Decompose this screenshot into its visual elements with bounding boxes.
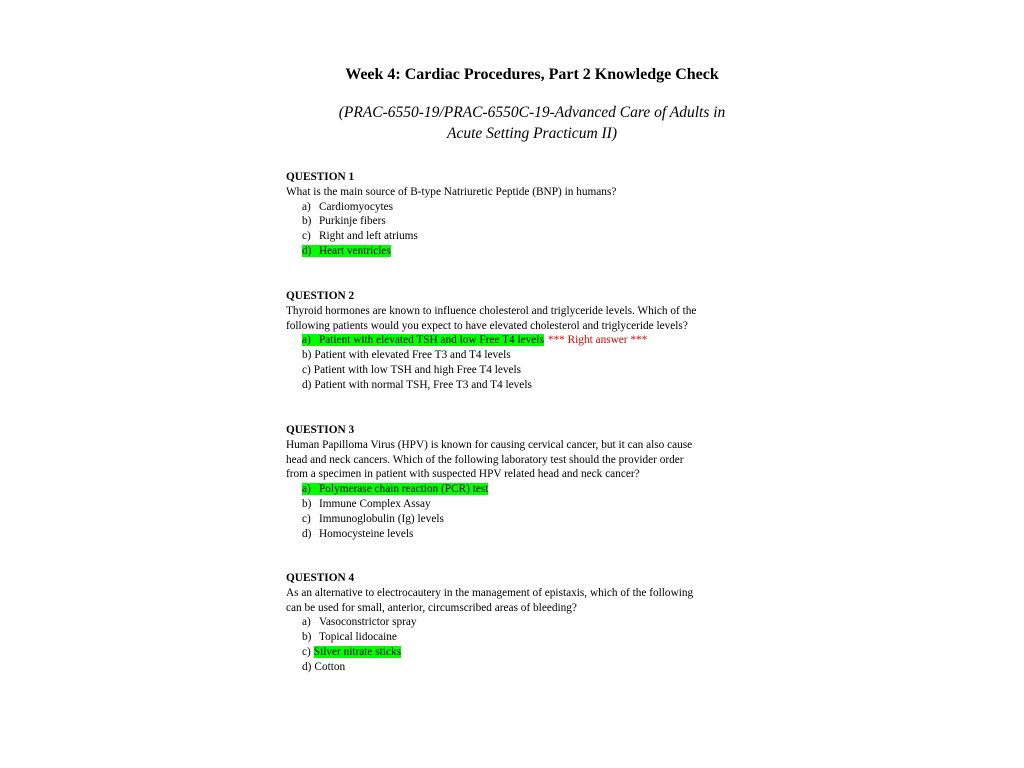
option-text: Cardiomyocytes [319, 200, 394, 213]
answer-option-d-correct [286, 244, 736, 259]
option-label: a) [302, 616, 311, 629]
option-label: b) [302, 215, 312, 228]
question-4 [286, 571, 736, 675]
option-label: c) [302, 230, 311, 243]
correct-answer-highlight [302, 483, 488, 495]
option-text: Topical lidocaine [319, 631, 397, 644]
answer-options [286, 482, 736, 541]
question-heading: QUESTION 1 [286, 171, 355, 183]
question-text [286, 586, 736, 616]
question-heading: QUESTION 3 [286, 424, 355, 436]
option-label: a) [302, 200, 311, 213]
answer-option-b [286, 214, 736, 229]
answer-option-b [286, 497, 736, 512]
document-subtitle [0, 102, 1024, 144]
question-heading: QUESTION 2 [286, 290, 355, 302]
option-label: a) [302, 334, 311, 347]
question-text-line-1: As an alternative to electrocautery in the management of epistaxis, which of the following [286, 586, 694, 599]
answer-option-a [286, 200, 736, 215]
answer-options [286, 200, 736, 259]
answer-option-a-correct [286, 333, 736, 348]
option-label: b) [302, 349, 312, 362]
option-text: Vasoconstrictor spray [319, 616, 417, 629]
option-label: d) [302, 378, 312, 391]
question-text [286, 304, 736, 334]
option-text: Patient with elevated Free T3 and T4 levels [314, 349, 511, 362]
answer-option-b [286, 630, 736, 645]
document-title: Week 4: Cardiac Procedures, Part 2 Knowledge Check [345, 66, 719, 83]
option-text: Heart ventricles [319, 244, 391, 257]
question-text-line-2: can be used for small, anterior, circumscribed areas of bleeding? [286, 601, 577, 614]
question-2 [286, 289, 736, 393]
option-text: Polymerase chain reaction (PCR) test [319, 483, 489, 496]
option-label: c) [302, 645, 311, 658]
question-3 [286, 423, 736, 541]
answer-option-b [286, 348, 736, 363]
question-1 [286, 170, 736, 259]
question-text-line-3: from a specimen in patient with suspected HPV related head and neck cancer? [286, 468, 640, 481]
option-label: b) [302, 497, 312, 510]
answer-option-c [286, 363, 736, 378]
correct-answer-highlight [314, 646, 401, 658]
option-text: Silver nitrate sticks [313, 645, 402, 658]
option-label: c) [302, 363, 311, 376]
option-label: d) [302, 244, 312, 257]
option-text: Patient with elevated TSH and low Free T4 levels [319, 334, 544, 347]
correct-answer-highlight [302, 334, 544, 346]
question-text-line-2: following patients would you expect to have elevated cholesterol and triglyceride levels? [286, 319, 688, 332]
correct-answer-highlight [302, 245, 391, 257]
answer-option-c-correct [286, 645, 736, 660]
option-label: d) [302, 660, 312, 673]
option-label: d) [302, 527, 312, 540]
subtitle-line-2: Acute Setting Practicum II) [446, 125, 617, 142]
subtitle-line-1: (PRAC-6550-19/PRAC-6550C-19-Advanced Care of Adults in [338, 104, 726, 121]
question-text: What is the main source of B-type Natriuretic Peptide (BNP) in humans? [286, 185, 617, 198]
answer-options [286, 615, 736, 674]
answer-option-c [286, 512, 736, 527]
option-text: Patient with normal TSH, Free T3 and T4 levels [314, 378, 532, 391]
option-text: Right and left atriums [319, 230, 418, 243]
option-text: Immunoglobulin (Ig) levels [319, 512, 444, 525]
question-text-line-2: head and neck cancers. Which of the following laboratory test should the provider order [286, 453, 684, 466]
answer-option-a-correct [286, 482, 736, 497]
question-text-line-1: Thyroid hormones are known to influence cholesterol and triglyceride levels. Which of the [286, 304, 697, 317]
option-text: Purkinje fibers [319, 215, 386, 228]
question-heading: QUESTION 4 [286, 572, 355, 584]
option-label: b) [302, 631, 312, 644]
answer-option-d [286, 527, 736, 542]
question-text-line-1: Human Papilloma Virus (HPV) is known for causing cervical cancer, but it can also cause [286, 438, 693, 451]
option-text: Patient with low TSH and high Free T4 levels [313, 363, 522, 376]
answer-option-d [286, 378, 736, 393]
question-text [286, 438, 736, 482]
answer-options [286, 333, 736, 392]
option-text: Immune Complex Assay [319, 497, 431, 510]
answer-option-d [286, 660, 736, 675]
right-answer-note: *** Right answer *** [547, 334, 648, 347]
option-label: c) [302, 512, 311, 525]
answer-option-c [286, 229, 736, 244]
option-text: Homocysteine levels [319, 527, 414, 540]
answer-option-a [286, 615, 736, 630]
option-text: Cotton [314, 660, 346, 673]
option-label: a) [302, 483, 311, 496]
